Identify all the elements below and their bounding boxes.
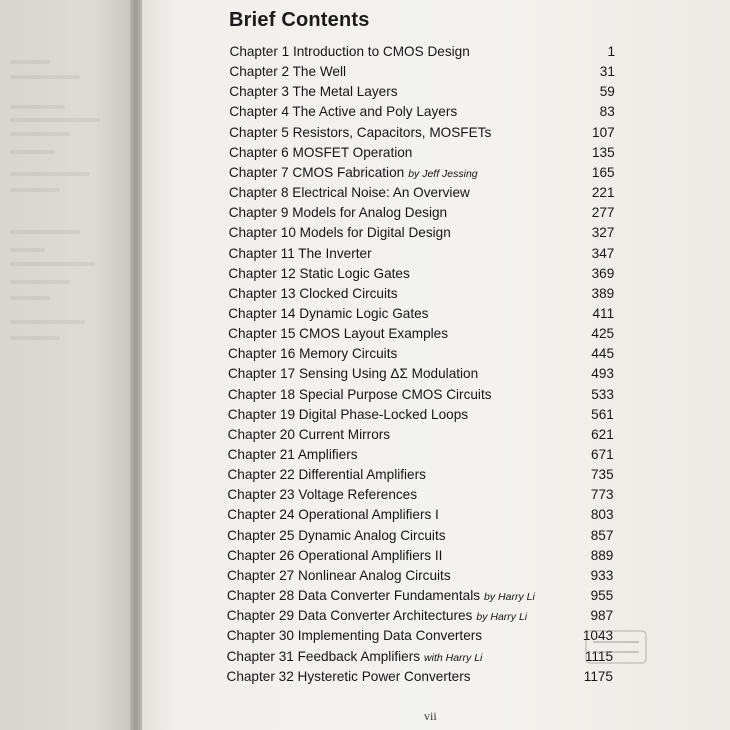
chapter-page-number: 221 bbox=[591, 185, 615, 201]
chapter-title: Chapter 7 CMOS Fabrication bbox=[228, 164, 405, 180]
chapter-author-credit: with Harry Li bbox=[424, 651, 483, 664]
contents-entry bbox=[228, 285, 397, 303]
contents-entry bbox=[227, 466, 425, 484]
chapter-title: Chapter 14 Dynamic Logic Gates bbox=[228, 305, 429, 321]
chapter-title: Chapter 23 Voltage References bbox=[227, 487, 418, 503]
contents-entry bbox=[228, 386, 492, 404]
contents-entry bbox=[229, 63, 346, 81]
chapter-page-number: 327 bbox=[591, 225, 615, 241]
chapter-page-number: 1115 bbox=[584, 648, 614, 664]
contents-entry bbox=[227, 567, 451, 585]
contents-entry bbox=[228, 426, 390, 444]
chapter-page-number: 621 bbox=[591, 426, 614, 442]
contents-entry bbox=[227, 627, 482, 645]
contents-entry bbox=[229, 124, 491, 142]
chapter-title: Chapter 18 Special Purpose CMOS Circuits bbox=[227, 386, 492, 402]
stamp-watermark bbox=[585, 630, 647, 664]
chapter-page-number: 1 bbox=[607, 44, 615, 59]
chapter-title: Chapter 6 MOSFET Operation bbox=[229, 144, 413, 160]
chapter-title: Chapter 5 Resistors, Capacitors, MOSFETs bbox=[229, 124, 492, 140]
chapter-page-number: 165 bbox=[591, 164, 615, 180]
contents-entry bbox=[227, 547, 442, 565]
chapter-page-number: 31 bbox=[599, 64, 615, 80]
chapter-author-credit: by Jeff Jessing bbox=[408, 167, 478, 180]
chapter-page-number: 533 bbox=[591, 386, 614, 402]
chapter-page-number: 803 bbox=[590, 507, 614, 523]
chapter-page-number: 857 bbox=[590, 527, 614, 543]
contents-entry bbox=[229, 245, 372, 263]
contents-entry bbox=[227, 486, 417, 504]
contents-entry bbox=[227, 607, 527, 625]
chapter-page-number: 933 bbox=[590, 567, 614, 583]
contents-entry bbox=[227, 587, 535, 605]
chapter-author-credit: by Harry Li bbox=[476, 611, 528, 624]
chapter-page-number: 369 bbox=[591, 265, 615, 281]
chapter-title: Chapter 15 CMOS Layout Examples bbox=[228, 326, 449, 342]
chapter-page-number: 773 bbox=[590, 487, 614, 503]
chapter-title: Chapter 21 Amplifiers bbox=[227, 447, 358, 462]
chapter-page-number: 889 bbox=[590, 547, 614, 563]
contents-entry bbox=[227, 668, 471, 686]
chapter-title: Chapter 1 Introduction to CMOS Design bbox=[229, 44, 470, 59]
contents-entry bbox=[229, 184, 470, 202]
chapter-title: Chapter 20 Current Mirrors bbox=[227, 426, 391, 442]
contents-entry bbox=[228, 325, 448, 343]
contents-entry bbox=[229, 103, 457, 121]
chapter-title: Chapter 30 Implementing Data Converters bbox=[226, 628, 483, 644]
chapter-page-number: 135 bbox=[591, 144, 615, 160]
chapter-page-number: 987 bbox=[590, 608, 614, 624]
chapter-title: Chapter 32 Hysteretic Power Converters bbox=[226, 668, 471, 684]
contents-entry bbox=[229, 83, 397, 101]
chapter-page-number: 493 bbox=[591, 366, 614, 382]
contents-entry bbox=[227, 527, 445, 545]
chapter-page-number: 671 bbox=[591, 447, 614, 462]
contents-entry bbox=[229, 164, 478, 182]
chapter-title: Chapter 3 The Metal Layers bbox=[229, 84, 398, 100]
contents-entry bbox=[227, 506, 439, 524]
chapter-title: Chapter 22 Differential Amplifiers bbox=[227, 467, 426, 483]
chapter-title: Chapter 31 Feedback Amplifiers bbox=[226, 648, 421, 664]
chapter-page-number: 277 bbox=[591, 205, 615, 221]
page-title: Brief Contents bbox=[229, 9, 370, 31]
chapter-page-number: 59 bbox=[599, 84, 615, 100]
chapter-author-credit: by Harry Li bbox=[484, 591, 535, 604]
contents-entry bbox=[229, 224, 451, 242]
chapter-title: Chapter 8 Electrical Noise: An Overview bbox=[228, 185, 470, 201]
chapter-title: Chapter 4 The Active and Poly Layers bbox=[229, 104, 458, 120]
contents-entry bbox=[230, 43, 470, 61]
chapter-title: Chapter 19 Digital Phase-Locked Loops bbox=[227, 406, 469, 422]
chapter-page-number: 445 bbox=[591, 346, 615, 362]
chapter-page-number: 561 bbox=[591, 406, 614, 422]
chapter-title: Chapter 28 Data Converter Fundamentals bbox=[226, 588, 481, 604]
chapter-title: Chapter 9 Models for Analog Design bbox=[228, 205, 448, 221]
chapter-page-number: 1043 bbox=[582, 628, 614, 644]
contents-entry bbox=[228, 365, 478, 383]
chapter-page-number: 83 bbox=[599, 104, 615, 120]
chapter-page-number: 389 bbox=[591, 285, 615, 301]
chapter-title: Chapter 24 Operational Amplifiers I bbox=[227, 507, 439, 523]
chapter-page-number: 955 bbox=[590, 588, 614, 604]
chapter-page-number: 347 bbox=[591, 245, 615, 261]
chapter-title: Chapter 29 Data Converter Architectures bbox=[226, 608, 473, 624]
contents-entry bbox=[228, 406, 468, 424]
chapter-page-number: 107 bbox=[592, 124, 615, 140]
contents-entry bbox=[228, 345, 397, 363]
chapter-title: Chapter 12 Static Logic Gates bbox=[228, 265, 410, 281]
page-number-folio: vii bbox=[424, 709, 437, 723]
chapter-title: Chapter 25 Dynamic Analog Circuits bbox=[227, 527, 446, 543]
chapter-page-number: 1175 bbox=[583, 668, 613, 684]
chapter-title: Chapter 11 The Inverter bbox=[228, 245, 372, 261]
chapter-title: Chapter 16 Memory Circuits bbox=[228, 346, 398, 362]
chapter-title: Chapter 13 Clocked Circuits bbox=[228, 285, 398, 301]
contents-entry bbox=[229, 144, 412, 162]
chapter-page-number: 735 bbox=[590, 467, 614, 483]
contents-entry bbox=[227, 648, 483, 666]
contents-entry bbox=[228, 446, 358, 464]
chapter-title: Chapter 26 Operational Amplifiers II bbox=[227, 547, 443, 563]
chapter-title: Chapter 17 Sensing Using ΔΣ Modulation bbox=[227, 366, 479, 382]
chapter-page-number: 411 bbox=[592, 305, 615, 321]
contents-entry bbox=[228, 265, 409, 283]
chapter-page-number: 425 bbox=[591, 326, 615, 342]
chapter-title: Chapter 10 Models for Digital Design bbox=[228, 225, 451, 241]
contents-entry bbox=[228, 305, 428, 323]
chapter-title: Chapter 2 The Well bbox=[229, 64, 347, 80]
contents-entry bbox=[229, 204, 447, 222]
chapter-title: Chapter 27 Nonlinear Analog Circuits bbox=[226, 567, 451, 583]
